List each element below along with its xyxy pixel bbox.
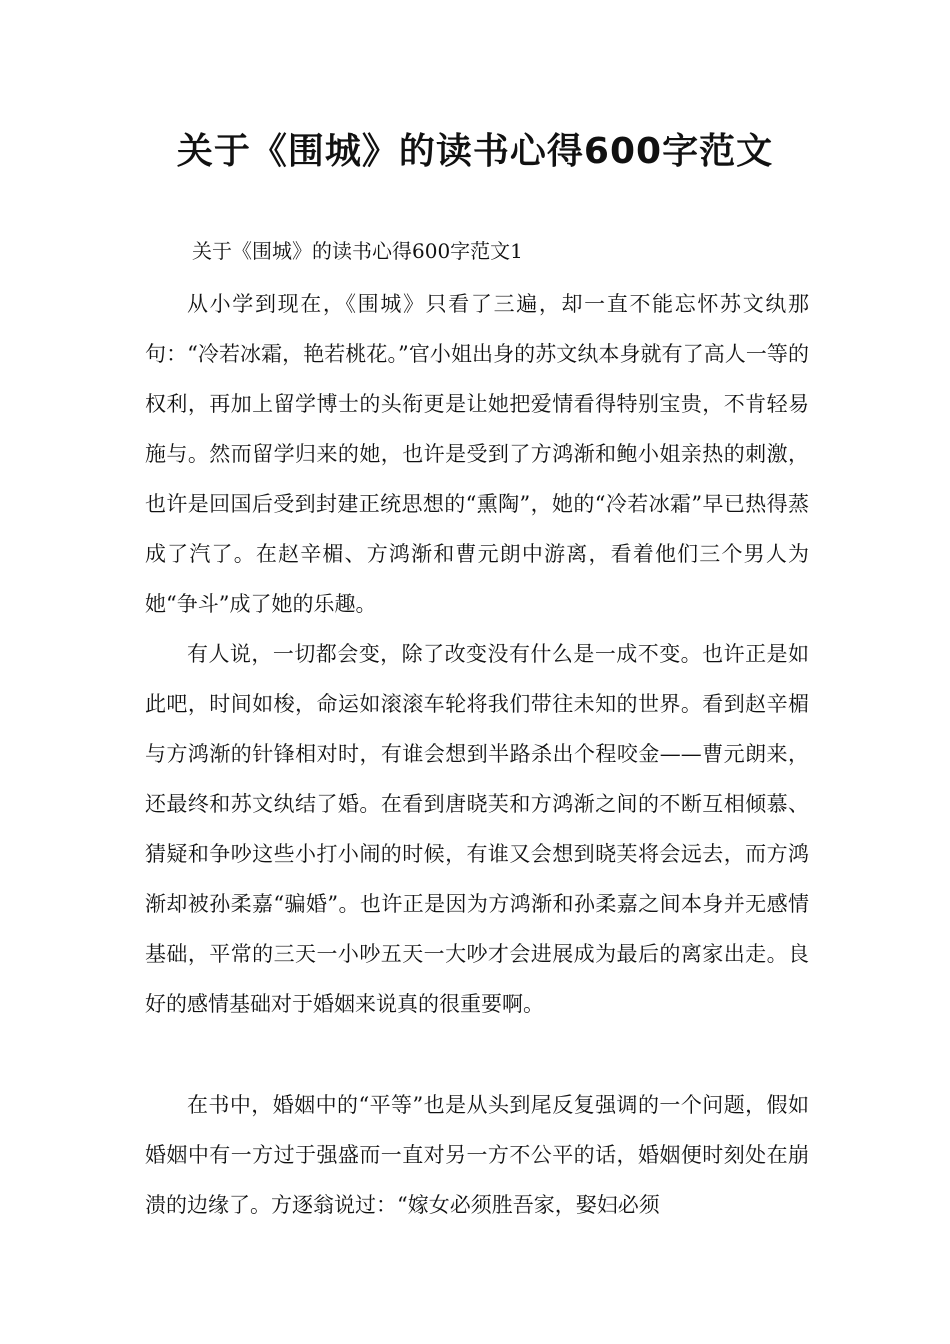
- paragraph-1: 从小学到现在，《围城》只看了三遍，却一直不能忘怀苏文纨那句：“冷若冰霜，艳若桃花。”官小姐出身的苏文纨本身就有了高人一等的权利，再加上留学博士的头衔更是让她把爱情看得特别宝贵，不肯轻易施与。然而留学归来的她，也许是受到了方鸿渐和鲍小姐亲热的刺激，也许是回国后受到封建正统思想的“熏陶”，她的“冷若冰霜”早已热得蒸成了汽了。在赵辛楣、方鸿渐和曹元朗中游离，看着他们三个男人为她“争斗”成了她的乐趣。: [145, 292, 809, 616]
- paragraph-2: 有人说，一切都会变，除了改变没有什么是一成不变。也许正是如此吧，时间如梭，命运如滚滚车轮将我们带往未知的世界。看到赵辛楣与方鸿渐的针锋相对时，有谁会想到半路杀出个程咬金——曹元朗来，还最终和苏文纨结了婚。在看到唐晓芙和方鸿渐之间的不断互相倾慕、猜疑和争吵这些小打小闹的时候，有谁又会想到晓芙将会远去，而方鸿渐却被孙柔嘉“骗婚”。也许正是因为方鸿渐和孙柔嘉之间本身并无感情基础，平常的三天一小吵五天一大吵才会进展成为最后的离家出走。良好的感情基础对于婚姻来说真的很重要啊。: [145, 642, 809, 1016]
- paragraph-3: 在书中，婚姻中的“平等”也是从头到尾反复强调的一个问题，假如婚姻中有一方过于强盛而一直对另一方不公平的话，婚姻便时刻处在崩溃的边缘了。方逐翁说过：“嫁女必须胜吾家，娶妇必须: [145, 1093, 809, 1217]
- document-title: 关于《围城》的读书心得600字范文: [176, 131, 774, 172]
- section-subtitle: 关于《围城》的读书心得600字范文1: [192, 239, 523, 263]
